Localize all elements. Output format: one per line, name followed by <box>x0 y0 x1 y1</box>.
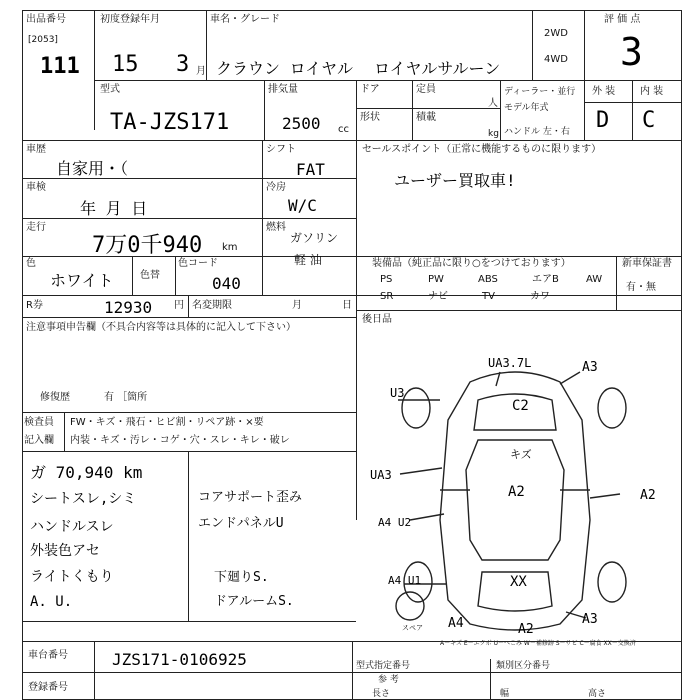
selling-value: ユーザー買取車! <box>394 171 516 190</box>
history-label: 車歴 <box>26 144 46 155</box>
ref-label: 参 考 <box>378 675 399 685</box>
ac-label: 冷房 <box>266 182 286 193</box>
color-code-label: 色コード <box>178 258 218 269</box>
capacity-label: 定員 <box>416 84 436 95</box>
equip-item: ナビ <box>428 291 448 302</box>
door-label: ドア <box>360 84 380 95</box>
load-label: 積載 <box>416 112 436 123</box>
pointer-line <box>590 494 620 498</box>
disp-unit: cc <box>338 124 349 135</box>
wheel-rear-right <box>598 562 626 602</box>
right-note: エンドパネルU <box>198 516 284 531</box>
model-value: TA-JZS171 <box>110 110 230 135</box>
pointer-line <box>560 372 580 384</box>
left-note: シートスレ,シミ <box>30 491 137 507</box>
reg-label: 登録番号 <box>28 682 68 693</box>
left-note: 外装色アセ <box>30 543 100 559</box>
rear-seat-label: 後日品 <box>362 314 392 325</box>
score-label: 評 価 点 <box>604 14 641 25</box>
category-label: 類別区分番号 <box>496 661 551 671</box>
history-value: 自家用・（ <box>56 159 129 178</box>
handle-label: ハンドル 左・右 <box>504 127 570 137</box>
check-label: 検査員 <box>24 417 54 428</box>
check-row-1: FW・キズ・飛石・ヒビ割・リペア跡・×要 <box>70 417 264 428</box>
reg-year: 15 <box>112 52 139 77</box>
left-note: ライトくもり <box>30 569 114 585</box>
repair-value: 有 ［箇所 <box>104 392 148 403</box>
inspection-label: 車検 <box>26 182 46 193</box>
equip-item: PW <box>428 274 444 285</box>
color-value: ホワイト <box>50 271 114 290</box>
car-name: クラウン ロイヤル <box>216 59 353 78</box>
diagram-label: A2 <box>518 622 534 637</box>
grade: ロイヤルサルーン <box>374 59 501 78</box>
left-note: ハンドルスレ <box>30 519 114 535</box>
equip-label: 装備品（純正品に限り○をつけております） <box>372 258 571 269</box>
name-label: 車名・グレード <box>210 14 280 25</box>
disp-value: 2500 <box>282 114 321 133</box>
ac-value: W/C <box>288 196 317 215</box>
reg-month: 3 <box>176 52 190 77</box>
deadline-month: 月 <box>292 300 302 311</box>
warranty-value: 有・無 <box>626 282 656 293</box>
bracket-code: [2053] <box>28 35 58 45</box>
diagram-label: UA3.7L <box>488 356 532 370</box>
equip-item: カワ <box>530 291 550 302</box>
color-code: 040 <box>212 274 241 293</box>
yen-unit: 円 <box>174 300 184 311</box>
diagram-label: A4 U1 <box>388 574 422 587</box>
spec-label: 型式指定番号 <box>356 661 411 671</box>
lot-number: 111 <box>40 54 80 79</box>
selling-label: セールスポイント（正常に機能するものに限ります） <box>362 144 602 155</box>
width-label: 幅 <box>500 689 510 699</box>
fuel-oil: 軽 油 <box>294 253 322 267</box>
deadline-day: 日 <box>342 300 352 311</box>
diagram-label: XX <box>510 574 527 590</box>
equip-item: エアB <box>532 274 559 285</box>
recycle-value: 12930 <box>104 298 153 317</box>
shape-label: 形状 <box>360 112 380 123</box>
first-reg-label: 初度登録年月 <box>100 14 160 25</box>
mileage-label: 走行 <box>26 222 46 233</box>
mileage-value: 7万0千940 <box>92 233 203 258</box>
shift-value: FAT <box>296 160 325 179</box>
fuel-label: 燃料 <box>266 222 286 233</box>
diagram-legend: A－キズ E－エクボ U－へこみ W－補修跡 S－サビ C－腐食 XX－交換済 <box>440 640 636 647</box>
chassis-label: 車台番号 <box>28 650 68 661</box>
equip-item: PS <box>380 274 393 285</box>
lot-label: 出品番号 <box>26 14 66 25</box>
month-unit: 月 <box>196 66 206 77</box>
diagram-label: A2 <box>640 488 656 503</box>
diagram-label: A2 <box>508 484 525 500</box>
fuel-gasoline: ガソリン <box>290 231 339 245</box>
chassis-value: JZS171-0106925 <box>112 650 247 669</box>
diagram-label: C2 <box>512 398 529 414</box>
drive-2wd: 2WD <box>544 28 568 39</box>
dealer-label: ディーラー・並行 <box>504 87 576 97</box>
diagram-label: A4 U2 <box>378 516 412 529</box>
pointer-line <box>410 514 444 520</box>
color-tone-label: 色替 <box>140 270 160 281</box>
exterior-label: 外 装 <box>592 86 616 97</box>
person-unit: 人 <box>488 98 498 109</box>
deadline-label: 名変期限 <box>192 300 232 311</box>
right-note: ドアルームS. <box>214 594 294 609</box>
color-label: 色 <box>26 258 36 269</box>
right-note: コアサポート歪み <box>198 490 303 505</box>
right-note: 下廻りS. <box>214 570 269 585</box>
recycle-label: R券 <box>26 300 43 311</box>
diagram-label: A4 <box>448 616 464 631</box>
model-year-label: モデル年式 <box>504 103 549 113</box>
record-label: 記入欄 <box>24 435 54 446</box>
note-label: 注意事項申告欄（不具合内容等は具体的に記入して下さい） <box>26 322 296 333</box>
diagram-label: キズ <box>510 448 532 461</box>
height-label: 高さ <box>588 689 607 699</box>
inspection-value: 年 月 日 <box>80 199 148 218</box>
left-note: ガ 70,940 km <box>30 463 143 482</box>
equip-item: SR <box>380 291 394 302</box>
length-label: 長さ <box>372 689 391 699</box>
shift-label: シフト <box>266 144 296 155</box>
interior-label: 内 装 <box>640 86 664 97</box>
diagram-label: スペア <box>402 624 423 632</box>
pointer-line <box>400 468 442 474</box>
equip-item: TV <box>482 291 495 302</box>
interior-grade: C <box>642 108 656 133</box>
equip-item: ABS <box>478 274 498 285</box>
model-label: 型式 <box>100 84 120 95</box>
check-row-2: 内装・キズ・汚レ・コゲ・穴・スレ・キレ・破レ <box>70 435 290 446</box>
warranty-label: 新車保証書 <box>622 258 672 269</box>
score-value: 3 <box>620 30 643 74</box>
diagram-label: UA3 <box>370 468 392 482</box>
left-note: A. U. <box>30 594 73 610</box>
diagram-label: A3 <box>582 360 598 375</box>
wheel-front-right <box>598 388 626 428</box>
km-unit: km <box>222 242 238 253</box>
diagram-label: U3 <box>390 386 405 400</box>
spare-tire <box>396 592 424 620</box>
repair-label: 修復歴 <box>40 392 70 403</box>
drive-4wd: 4WD <box>544 54 568 65</box>
wheel-front-left <box>402 388 430 428</box>
diagram-label: A3 <box>582 612 598 627</box>
disp-label: 排気量 <box>268 84 298 95</box>
kg-unit: kg <box>488 129 499 139</box>
equip-item: AW <box>586 274 603 285</box>
exterior-grade: D <box>596 108 610 133</box>
